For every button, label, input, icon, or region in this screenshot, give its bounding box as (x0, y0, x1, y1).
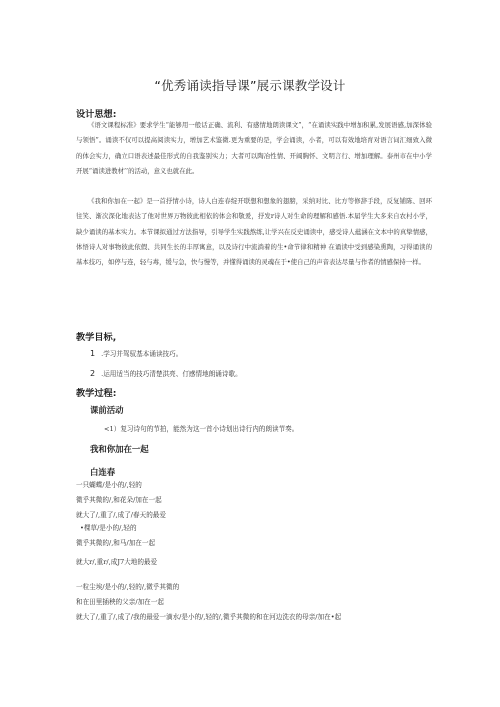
goals-heading: 教学目标, (76, 332, 117, 343)
goal-text: .学习并驾驭基本诵读技巧。 (101, 350, 183, 358)
poem-author: 白连春 (90, 467, 116, 477)
poem-line: 微乎其微的/,和花朵/加在一起 (76, 496, 162, 504)
design-heading: 设计思想: (76, 109, 117, 120)
before-class-heading: 课前活动 (90, 405, 124, 415)
goal-item-1 (90, 348, 182, 358)
goal-number: 1 (90, 349, 96, 358)
activity-text: <1）复习诗句的节拍，能然为这一首小诗划出诗行内的朗读节奏。 (104, 425, 299, 433)
poem-stanza-2 (76, 521, 440, 570)
poem-stanza-1 (76, 478, 436, 523)
poem-line: •棵草/是小的/,轻的 (80, 524, 137, 532)
poem-line: 就大r/,重r/,成J7大地的最爱 (76, 558, 158, 566)
goal-item-2 (90, 368, 242, 378)
poem-line: 和在田里插秧的父亲/加在一起 (76, 598, 164, 606)
poem-line: 就大了/,重了/,成了/我的最爱一滴水/是小的/,轻的/,微乎其微的和在河边洗衣的母亲/加在•起 (76, 613, 342, 621)
design-paragraph-1: 《语文课程标准》要求学生“能够用一般话正确、流利、有感情地朗读课文”，“在诵读实践中增加积累,发展语感,加深体验与领悟”。诵读不仅可以提高阅读实力，增加艺术鉴微.更为重要的是，学会诵读，小者，可以有效地培育对语言词汇细致入微的体会实力，确立口语表述最佳形式的自我鉴别实力；大者可以陶冶性情、开阔胸怀、文明言行、增加理解。泰州市在中小学开展“诵读进教材’’的活动，意义也就在此。 (76, 121, 432, 175)
design-paragraph-2: 《我和你加在一起》是一首抒情小诗，诗人白连春绽开联想和想象的翅膀，采纳对比、比方等修辞手段，反复铺陈、回环往笑、渐次深化地表达了他对世界万物彼此相依的体会和敬爰，抒发r诗人对生命的理解和感悟.本届学生大多来自农村小学，缺少诵读的基本实力。本节课拟通过方法指导，引导学生实践熬练,让学兴在反史诵读中，感受诗人蕴涵在文本中的真挚情感，体悟诗人对事物彼此依假、共同生长的丰厚寓意，以及诗行中流淌着的生•命节律和精神 在诵读中受到感染熏陶，习得诵读的基本技巧，如停与连，轻与毒，缓与急，快与慢等，并懂得诵读的灵魂在于•使自己的声音表达尽量与作者的情感保持一样。 (76, 197, 432, 267)
poem-line: 就大了/,重了/,成了/春天的最爱 (76, 511, 166, 519)
poem-line: 一只蝴蝶/是小的/,轻的 (76, 481, 142, 489)
poem-stanza-3 (76, 580, 436, 625)
process-heading: 教学过程: (76, 388, 117, 399)
document-title: “优秀诵读指导课”展示课教学设计 (154, 78, 346, 93)
poem-title: 我和你加在一起 (90, 444, 149, 454)
poem-line: 一粒尘埃/是小的/,轻的/,微乎其微的 (76, 583, 180, 591)
goal-text: .运用适当的技巧清楚洪亮、仃感情地朗诵诗歌。 (101, 370, 242, 378)
poem-line: 微乎其微的/,和马/加在一起 (76, 539, 156, 547)
goal-number: 2 (90, 369, 96, 378)
